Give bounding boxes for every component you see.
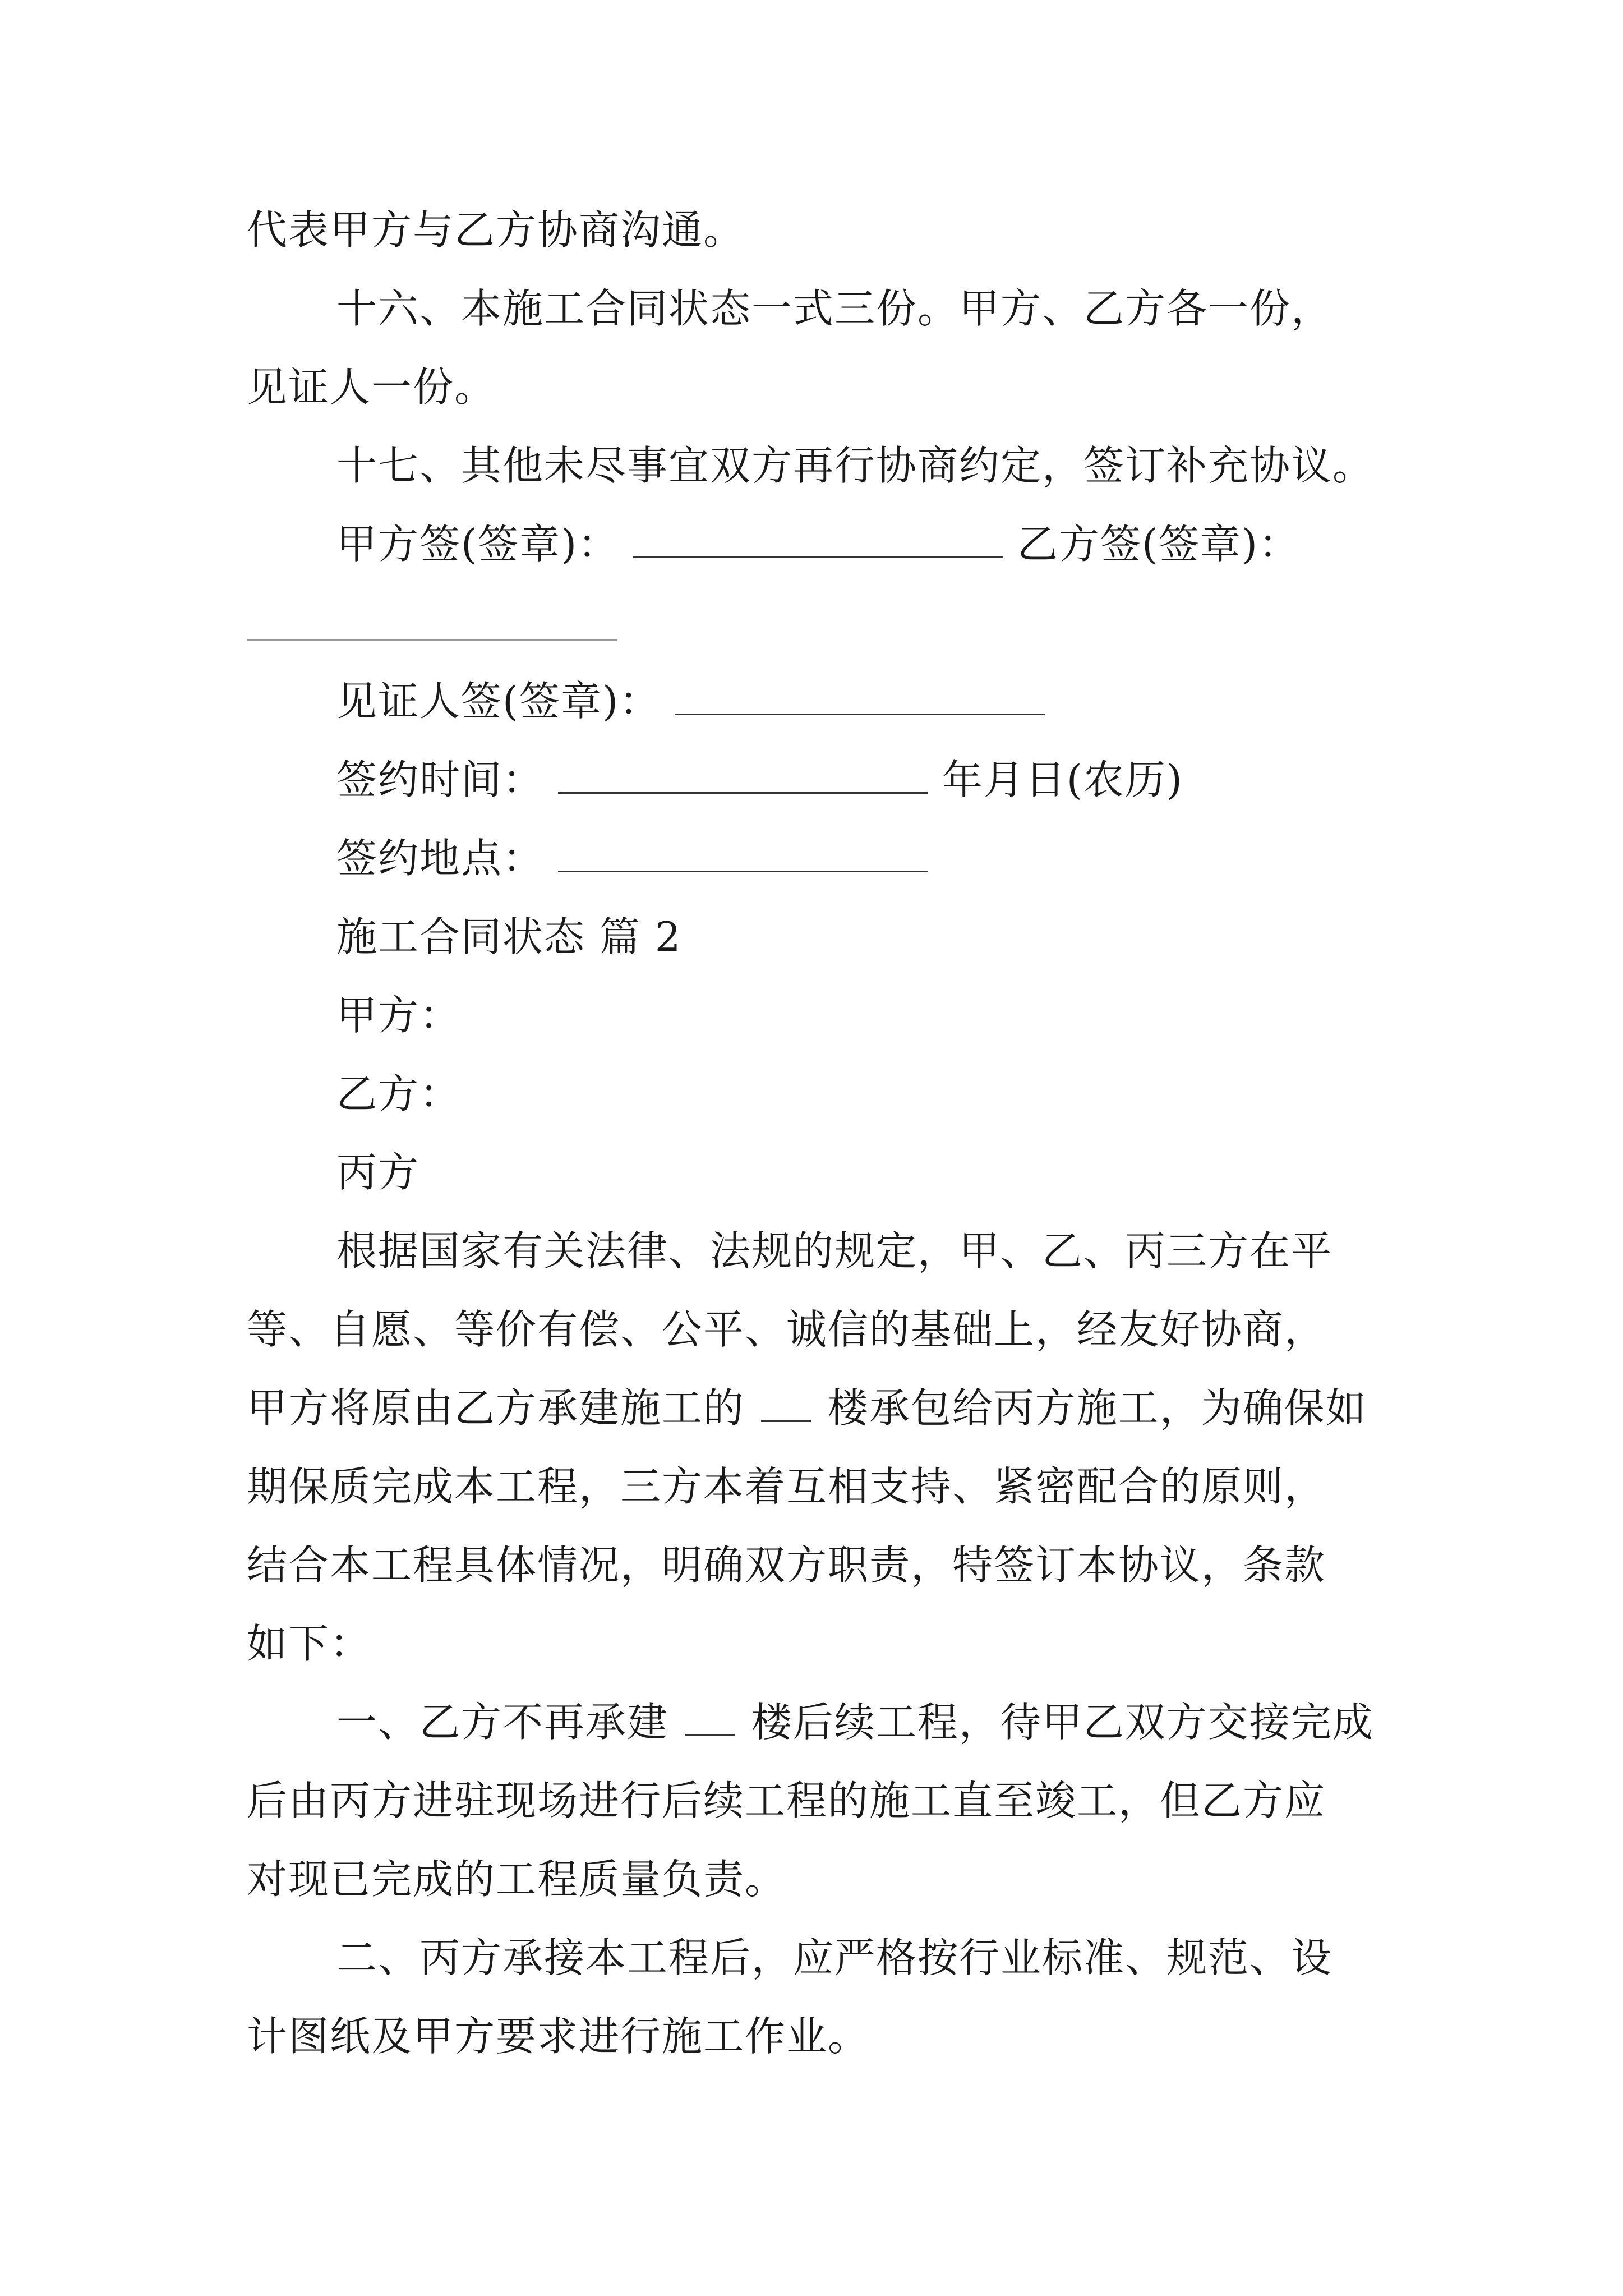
party-c-line	[336, 1144, 419, 1200]
text: 乙方：	[336, 1070, 462, 1117]
party-b-signature-label: 乙方签(签章)：	[1017, 521, 1301, 568]
clause-1-line-3	[247, 1851, 786, 1907]
section-heading	[336, 909, 682, 965]
party-b-signature-blank[interactable]	[247, 639, 617, 641]
clause-2-line-2	[247, 2008, 869, 2064]
text: 见证人一份。	[247, 364, 496, 411]
witness-signature-line	[336, 673, 1045, 729]
clause-2-line-1	[336, 1930, 1332, 1986]
party-a-line	[336, 987, 461, 1043]
text: 一、乙方不再承建	[336, 1699, 669, 1746]
text: 丙方	[336, 1149, 420, 1196]
preamble-line-5	[247, 1537, 1326, 1593]
building-number-blank[interactable]	[761, 1384, 811, 1422]
text: 甲方：	[336, 992, 462, 1039]
signing-date-line	[336, 752, 1183, 808]
text: 甲方将原由乙方承建施工的	[247, 1384, 745, 1432]
party-b-line	[336, 1066, 461, 1122]
paragraph-17	[336, 438, 1374, 494]
text: 对现已完成的工程质量负责。	[247, 1856, 787, 1903]
preamble-line-2	[247, 1301, 1326, 1358]
text: 根据国家有关法律、法规的规定，甲、乙、丙三方在平	[336, 1227, 1333, 1274]
party-a-signature-blank[interactable]	[633, 521, 1003, 558]
text: 后由丙方进驻现场进行后续工程的施工直至竣工，但乙方应	[247, 1777, 1326, 1824]
signing-place-blank[interactable]	[558, 835, 928, 872]
signing-date-blank[interactable]	[558, 756, 928, 794]
text: 二、丙方承接本工程后，应严格按行业标准、规范、设	[336, 1934, 1333, 1981]
text: 结合本工程具体情况，明确双方职责，特签订本协议，条款	[247, 1542, 1326, 1589]
text-line	[247, 202, 745, 258]
text: 期保质完成本工程，三方本着互相支持、紧密配合的原则，	[247, 1463, 1326, 1510]
signing-place-label: 签约地点：	[336, 835, 545, 882]
preamble-line-6	[247, 1616, 371, 1672]
text: 代表甲方与乙方协商沟通。	[247, 206, 745, 254]
text: 如下：	[247, 1620, 372, 1667]
preamble-line-1	[336, 1223, 1332, 1279]
clause-1-line-1	[336, 1694, 1374, 1750]
signature-line-parties	[336, 516, 1300, 572]
preamble-line-3	[247, 1380, 1367, 1436]
text: 十六、本施工合同状态一式三份。甲方、乙方各一份，	[336, 285, 1333, 332]
paragraph-16-line-1	[336, 280, 1332, 337]
signing-place-line	[336, 830, 928, 886]
preamble-line-4	[247, 1458, 1326, 1515]
text: 十七、其他未尽事宜双方再行协商约定，签订补充协议。	[336, 442, 1375, 489]
witness-signature-blank[interactable]	[675, 678, 1045, 715]
witness-signature-label: 见证人签(签章)：	[336, 678, 661, 725]
building-number-blank[interactable]	[685, 1699, 735, 1736]
text: 楼后续工程，待甲乙双方交接完成	[751, 1699, 1374, 1746]
signing-date-suffix: 年月日(农历)	[942, 756, 1183, 803]
paragraph-16-line-2	[247, 359, 496, 415]
text: 等、自愿、等价有偿、公平、诚信的基础上，经友好协商，	[247, 1306, 1326, 1353]
text: 施工合同状态 篇 2	[336, 913, 682, 960]
clause-1-line-2	[247, 1773, 1326, 1829]
signing-date-label: 签约时间：	[336, 756, 545, 803]
text: 楼承包给丙方施工，为确保如	[827, 1384, 1367, 1432]
text: 计图纸及甲方要求进行施工作业。	[247, 2013, 870, 2060]
party-a-signature-label: 甲方签(签章)：	[336, 521, 620, 568]
